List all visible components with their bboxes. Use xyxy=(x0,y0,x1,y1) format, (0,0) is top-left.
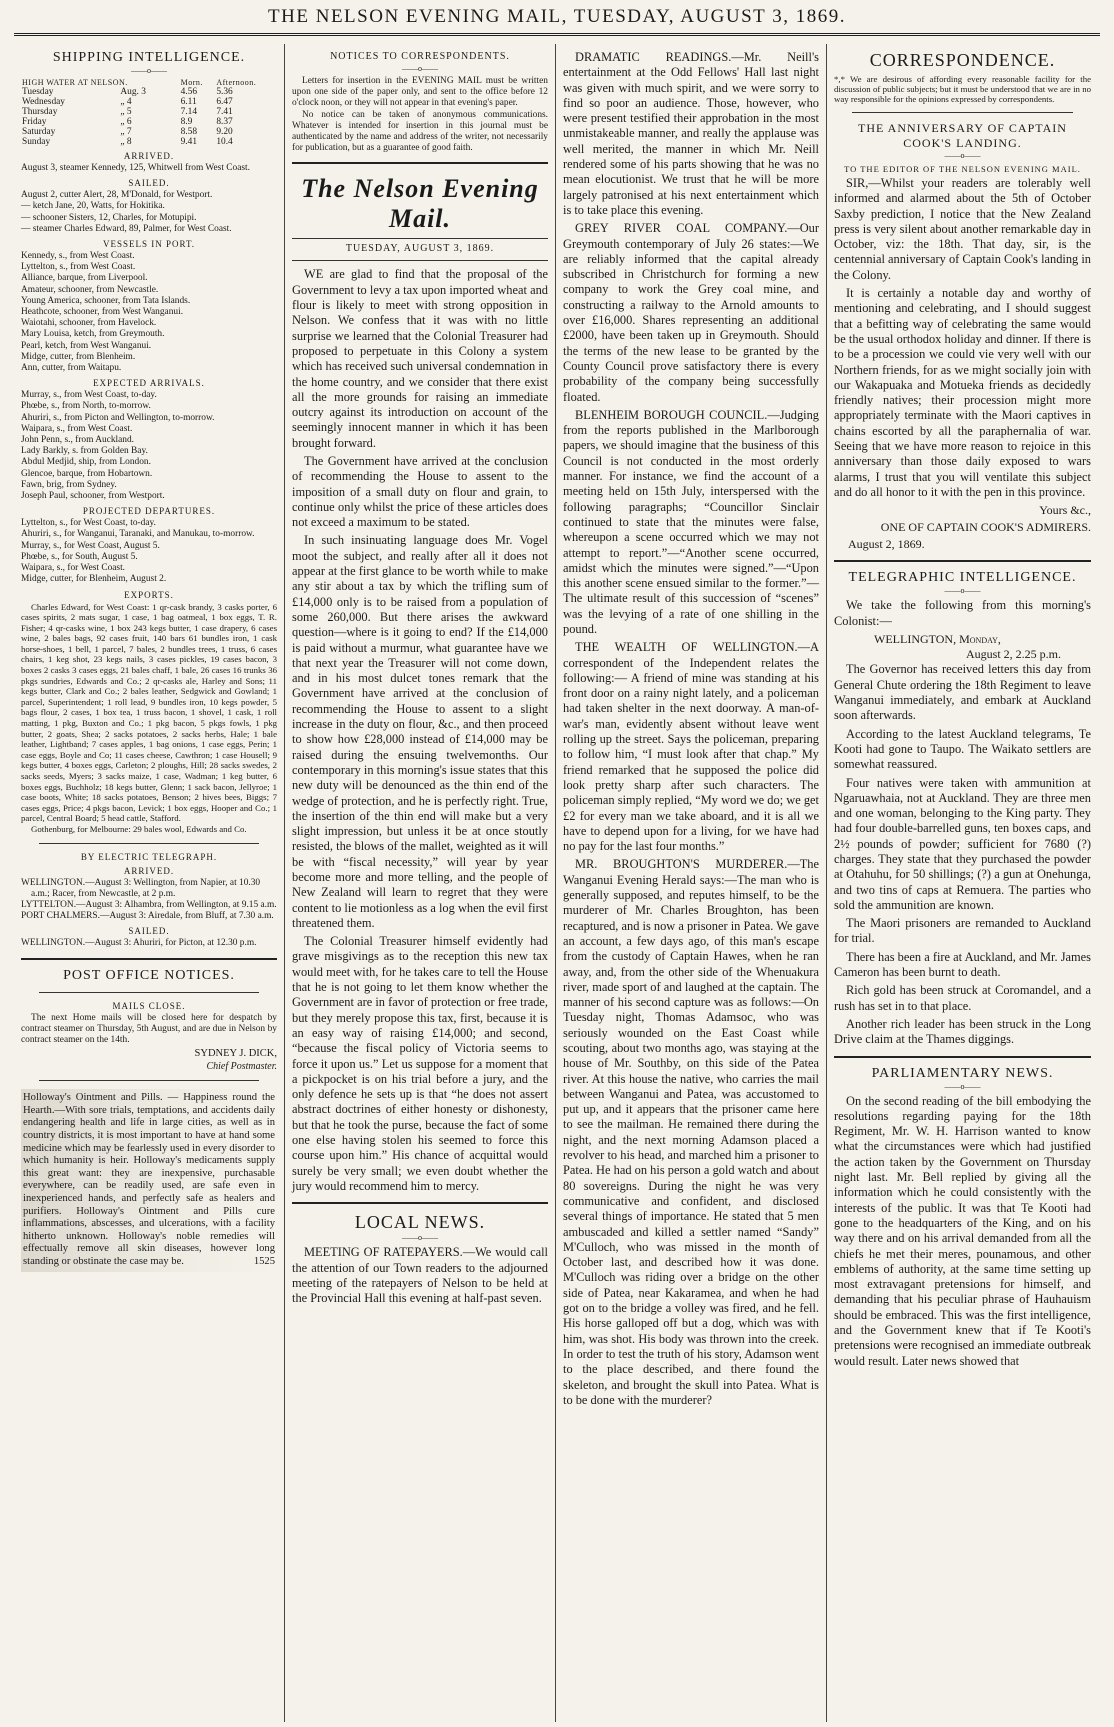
news-item-text: —Our Greymouth contemporary of July 26 states:—We are reliably informed that the capital already subscribed in Christchurch for forming a new company to work the Grey coal mine, and constructing a railway to the Arnold amounts to over £16,000. Shares representing an additional £2000, have been taken up in Greymouth. Should the terms of the new lease to be granted by the County Council prove satisfactory there is every probability of the company being successfully floated. xyxy=(563,221,819,404)
tide-date: „ 5 xyxy=(120,107,132,117)
telegraphic-news xyxy=(834,598,1091,1047)
list-item: Waipara, s., for West Coast. xyxy=(21,563,126,574)
divider xyxy=(834,1056,1091,1058)
tide-morn: 4.56 xyxy=(180,87,197,97)
divider xyxy=(39,992,259,993)
post-signature-title: Chief Postmaster. xyxy=(206,1061,277,1073)
local-news-heading: LOCAL NEWS. xyxy=(354,1212,486,1233)
telegraphic-intro: We take the following from this morning's Colonist:— xyxy=(834,598,1091,628)
divider xyxy=(292,162,548,164)
divider xyxy=(21,958,277,960)
list-item: PORT CHALMERS.—August 3: Airedale, from Bluff, at 7.30 a.m. xyxy=(21,911,274,922)
newspaper-columns xyxy=(14,44,1100,1722)
tide-date: „ 7 xyxy=(120,127,132,137)
divider xyxy=(292,238,548,239)
correspondence-heading: CORRESPONDENCE. xyxy=(869,50,1056,70)
vessels-heading: VESSELS IN PORT. xyxy=(102,239,196,250)
tide-day: Saturday xyxy=(22,127,56,137)
editorial xyxy=(292,267,548,1194)
ornament: ——o—— xyxy=(402,64,438,73)
telegraphic-item: According to the latest Auckland telegrams, Te Kooti had gone to Taupo. The Waikato settlers are somewhat reassured. xyxy=(834,726,1091,772)
list-item: Ahuriri, s., from Picton and Wellington, to-morrow. xyxy=(21,412,215,423)
news-item-title: THE WEALTH OF WELLINGTON. xyxy=(575,640,798,655)
telegraphic-item: There has been a fire at Auckland, and Mr. James Cameron has been burnt to death. xyxy=(834,949,1091,980)
list-item: Murray, s., for West Coast, August 5. xyxy=(21,540,160,551)
ornament: ——o—— xyxy=(944,1081,981,1091)
expected-list xyxy=(21,390,277,502)
list-item: Waiotahi, schooner, from Havelock. xyxy=(21,318,157,329)
tide-day: Friday xyxy=(22,117,47,127)
list-item: Fawn, brig, from Sydney. xyxy=(21,479,117,490)
tide-header-row xyxy=(21,78,277,87)
telegraphic-item: Four natives were taken with ammunition at Ngaruawhaia, not at Auckland. They are three men and one woman, belonging to the King party. They had four double-barrelled guns, ten boxes caps, and 2½ pounds of powder; sufficient for 7680 (?) charges. They state that they purchased the powder at Otahuhu, for 50 shillings; (?) a gun at Onehunga, and two tins of caps at Remuera. The parties who sold the ammunition are known. xyxy=(834,775,1091,912)
list-item: Mary Louisa, ketch, from Greymouth. xyxy=(21,329,165,340)
tide-day: Sunday xyxy=(22,137,51,147)
local-news-cont xyxy=(563,50,819,1408)
editorial-paragraph: In such insinuating language does Mr. Vogel moot the subject, and really after all it does not appear at the first glance to be worth while to make any stir about a tax by which the trifling sum of £14,000 only is to be raised from a population of some 260,000. But there arises the awkward question—where is it going to end? If the £14,000 is paid without a murmur, what guarantee have we that next year the Treasurer will not come down, and in his most dulcet tones remark that the Government have arrived at the conclusion of recommending the House to assent to a slight increase in the duty on flour, &c., and then proceed to show how £28,000 instead of £14,000 may be raised during the ensuing twelvemonths. Our contemporary in this morning's issue states that this new duty will be denounced as the thin end of the wedge of protection, and he is perfectly right. True, the insertion of the thin end will make but a very slight impression, but unless it be at once stoutly resisted, the blows of the mallet, weighted as it will be with “fiscal necessity,” will year by year become more and more telling, and the people of New Zealand will learn to regret that they were content to lie motionless as a log when the evil first threatened them. xyxy=(292,533,548,930)
ornament: ——o—— xyxy=(944,586,981,596)
projected-heading: PROJECTED DEPARTURES. xyxy=(82,506,216,517)
parliamentary-heading: PARLIAMENTARY NEWS. xyxy=(871,1065,1054,1081)
tel-arrived-list xyxy=(21,878,277,923)
parliamentary-text: On the second reading of the bill embodying the resolutions regarding paying for the 18th Regiment, Mr. W. H. Harrison wanted to know what the circumstances were which had justified the action taken by the Government on Thursday night last. Mr. Bell replied by giving all the information which he could consistently with the interests of the public. It was that Te Kooti had gone to the headquarters of the King, and on his way there and on his arrival demanded from all the chiefs he met their meres, pounamous, and other emblems of authority, at the same time setting up most extravagant pretensions for himself, and demanding that his peculiar phrase of Hauhauism should be embraced. This was the first intelligence, and the Government knew that if Te Kooti's pretensions were recognised an immediate outbreak would result. Later news showed that xyxy=(834,1093,1092,1368)
telegraph-heading: BY ELECTRIC TELEGRAPH. xyxy=(80,851,218,862)
list-item: Lady Barkly, s. from Golden Bay. xyxy=(21,446,148,457)
tide-morn: 9.41 xyxy=(180,137,197,147)
telegraphic-date: August 2, 2.25 p.m. xyxy=(965,647,1061,662)
notices-heading: NOTICES TO CORRESPONDENTS. xyxy=(330,51,510,62)
ornament: ——o—— xyxy=(131,66,167,75)
news-item-title: BLENHEIM BOROUGH COUNCIL. xyxy=(575,407,768,422)
tel-arrived-heading: ARRIVED. xyxy=(123,865,175,876)
tide-afternoon: 8.37 xyxy=(216,117,233,127)
list-item: August 3, steamer Kennedy, 125, Whitwell from West Coast. xyxy=(21,163,250,173)
list-item: Lyttelton, s., from West Coast. xyxy=(21,262,136,273)
list-item: Kennedy, s., from West Coast. xyxy=(21,251,135,262)
mails-text: The next Home mails will be closed here for despatch by contract steamer on Thursday, 5th August, and are due in Nelson by contract steamer on the 14th. xyxy=(21,1012,277,1045)
list-item: Pearl, ketch, from West Wanganui. xyxy=(21,340,152,351)
telegraphic-place: WELLINGTON, Monday, xyxy=(874,631,1001,646)
telegraphic-item: Rich gold has been struck at Coromandel, and a rush has set in to that place. xyxy=(834,983,1091,1013)
post-heading: POST OFFICE NOTICES. xyxy=(63,967,235,983)
letter-yours: Yours &c., xyxy=(1039,503,1091,518)
parliamentary-news xyxy=(834,1094,1091,1369)
tide-row xyxy=(21,97,277,107)
list-item: LYTTELTON.—August 3: Alhambra, from Wellington, at 9.15 a.m. xyxy=(21,899,277,910)
advert-text: Holloway's Ointment and Pills. — Happiness round the Hearth.—With sore trials, temptations, and accidents daily endangering health and life in large cities, as well as in country districts, it is most important to have at hand some medicine which may be fearlessly used in every disorder to which humanity is heir. Holloway's medicaments supply this great want: they are inexpensive, purchasable everywhere, can be readily used, are safe even in inexperienced hands, and perfectly safe as healers and purifiers. Holloway's Ointment and Pills cure inflammations, abscesses, and ulcerations, with a facility hitherto unknown. Holloway's noble remedies will effectually remove all skin diseases, however long standing or obstinate the case may be. xyxy=(23,1092,275,1267)
letter-paragraph: It is certainly a notable day and worthy of mentioning and celebrating, and I should suggest that a befitting way of celebrating the same would be the usual orthodox holiday and dinner. If there is to be a procession we could vie very well with our Northern friends, for as we might socially join with our Wakapuaka and Motueka friends as decidedly friendly natives; their procession might more appropriately terminate with the Maori captives in chains escorted by all the paraphernalia of war. Seeing that we have more reason to rejoice in this anniversary than those daily exposed to wars alarms, I trust that you will ventilate this subject and do all honor to it with the pen in this province. xyxy=(834,286,1091,499)
news-item-text: —Mr. Neill's entertainment at the Odd Fellows' Hall last night was given with much spirit, and we were sorry to find so poor an audience. Those, however, who were present testified their approbation in the most unmistakeable manner, and really the applause was well merited, the manner in which Mr. Neill rendered some of his parts showing that he was no mean elocutionist. We trust that he will be more largely patronised at his next entertainment which is to take place this evening. xyxy=(563,50,819,217)
dateline: TUESDAY, AUGUST 3, 1869. xyxy=(345,243,495,255)
notices-text-2: No notice can be taken of anonymous communications. Whatever is intended for insertion in this journal must be authenticated by the name and address of the writer, not necessarily for publication, but as a guarantee of good faith. xyxy=(292,109,548,154)
tide-afternoon: 10.4 xyxy=(216,137,233,147)
notices-text-1: Letters for insertion in the EVENING MAIL must be written upon one side of the paper only, and sent to the office before 12 o'clock noon, or they will not appear in that evening's paper. xyxy=(292,76,548,109)
holloway-advert xyxy=(21,1089,277,1271)
list-item: August 2, cutter Alert, 28, M'Donald, for Westport. xyxy=(21,190,213,201)
list-item: Midge, cutter, for Blenheim, August 2. xyxy=(21,574,167,585)
tide-day: Tuesday xyxy=(22,87,54,97)
exports-text: Charles Edward, for West Coast: 1 qr-cask brandy, 3 casks porter, 6 cases spirits, 2 mats sugar, 1 case, 1 bag oatmeal, 1 box eggs, T. R. Fisher; 4 qr-casks wine, 1 box 243 kegs butter, 1 case drapery, 6 cases wine, 2 bales bags, 92 cases fruit, 140 bars 61 bundles iron, 1 cask horse-shoes, 1 bell, 1 parcel, 7 bales, 2 bundles trees, 1 truss, 6 cases chairs, 1 keg shot, 23 kegs nails, 3 cases pickles, 19 cases bacon, 3 boxes 2 casks 3 cases eggs, 21 bales chaff, 1 bale, 26 cases 16 trunks 36 pkgs sundries, Edwards and Co.; 2 qr-casks ale, Harley and Sons; 11 kegs butter, Clark and Co.; 2 bales leather, Sedgwick and Gowland; 1 parcel, Superintendent; 1 roll lead, 9 bundles iron, 10 kegs powder, 5 bags flour, 2 cases, 1 box tea, 1 truss bacon, 1 shovel, 1 cask, 1 roll matting, 1 pkg, Buxton and Co.; 1 pkg bacon, 5 pkgs fowls, 1 pkg butter, 2 goats, Shea; 2 sacks potatoes, 2 sacks herbs, Hale; 1 bale leather, Lightband; 7 cases apples, 1 bag onions, 1 case eggs, Perin; 1 case eggs, Boyle and Co; 11 cases cheese, Cawthron; 1 case Housell; 9 kegs butter, 4 boxes eggs, Carleton; 2 ploughs, Hill; 28 sacks swedes, 2 sacks seeds, Myers; 3 sacks maize, 1 case, Wadman; 1 keg butter, 6 boxes eggs, Buchholz; 18 kegs butter, Glenn; 1 sack bacon, Jellyroe; 1 case boots, White; 18 sacks potatoes, Benson; 2 hives bees, Biggs; 7 cases eggs, Price; 4 pkgs bacon, Levick; 1 box eggs, Hooper and Co.; 1 parcel, Central Board; 5 head cattle, Stafford. xyxy=(21,601,277,824)
news-item-title: DRAMATIC READINGS. xyxy=(575,50,732,64)
list-item: Phœbe, s., for South, August 5. xyxy=(21,551,138,562)
ornament: ——o—— xyxy=(402,1233,438,1243)
tide-header-place: HIGH WATER AT NELSON. xyxy=(22,78,128,87)
divider xyxy=(292,1202,548,1204)
editorial-paragraph: The Colonial Treasurer himself evidently had grave misgivings as to the reception this new tax would meet with, for he takes care to tell the House that he is not going to let them know whether the Government are in favor of protection or free trade, but they merely propose this tax, first, because it is an easy way of raising £14,000; and second, “because the fiscal policy of Victoria seems to force it upon us.” Let us suppose for a moment that a pickpocket is on his trial before a jury, and the only defence he sets up is that “he does not assert abstract doctrines of either honesty or dishonesty, but that he took the purse, because the fact of some one else having stolen his seemed to force this course upon him.” His chance of acquittal would surely be very small; we even doubt whether the jury would recommend him to mercy. xyxy=(292,934,548,1193)
letter xyxy=(834,176,1091,500)
column-1 xyxy=(14,44,285,1722)
list-item: Amateur, schooner, from Newcastle. xyxy=(21,284,159,295)
tide-morn: 8.58 xyxy=(180,127,197,137)
news-item-title: GREY RIVER COAL COMPANY. xyxy=(575,221,788,236)
list-item: Glencoe, barque, from Hobartown. xyxy=(21,468,153,479)
letter-date: August 2, 1869. xyxy=(848,537,925,552)
divider xyxy=(39,843,259,844)
exports-text-2: Gothenburg, for Melbourne: 29 bales wool, Edwards and Co. xyxy=(31,823,247,834)
list-item: Phœbe, s., from North, to-morrow. xyxy=(21,401,151,412)
local-item-title: MEETING OF RATEPAYERS. xyxy=(304,1245,463,1260)
tide-table xyxy=(21,78,277,147)
list-item: Young America, schooner, from Tata Islands. xyxy=(21,295,191,306)
column-2 xyxy=(285,44,556,1722)
list-item: — steamer Charles Edward, 89, Palmer, for West Coast. xyxy=(21,223,232,234)
tide-row xyxy=(21,107,277,117)
list-item: Abdul Medjid, ship, from London. xyxy=(21,457,151,468)
tide-afternoon: 7.41 xyxy=(216,107,233,117)
news-item-text: —Judging from the reports published in the Marlborough papers, we should imagine that the business of this Council is not conducted in the most orderly manner. For instance, we find the account of a meeting held on 15th July, interspersed with the following paragraphs; “Councillor Sinclair continued to state that the minutes were false, whereupon a scene occurred which we may not attempt to report.”—“Another scene occurred, amidst which the minutes were signed.”—“Upon this another scene ensued similar to the former.”—The ultimate result of this succession of “scenes” was the levying of a rate of one shilling in the pound. xyxy=(563,407,819,636)
list-item: — schooner Sisters, 12, Charles, for Motupipi. xyxy=(21,212,197,223)
expected-heading: EXPECTED ARRIVALS. xyxy=(93,378,205,389)
correspondence-note: *,* We are desirous of affording every reasonable facility for the discussion of public subjects; but it must be understood that we are in no way responsible for the opinions expressed by correspondents. xyxy=(834,74,1091,104)
arrived-heading: ARRIVED. xyxy=(123,151,175,161)
list-item: Ann, cutter, from Waitapu. xyxy=(21,363,122,374)
tide-header-morn: Morn. xyxy=(180,78,203,87)
news-item-title: MR. BROUGHTON'S MURDERER. xyxy=(575,857,788,872)
list-item: Murray, s., from West Coast, to-day. xyxy=(21,390,157,401)
tide-row xyxy=(21,137,277,147)
letter-paragraph: SIR,—Whilst your readers are tolerably well informed and alarmed about the 5th of October Saxby prediction, I notice that the New Zealand press is very silent about another remarkable day in October, viz: the 18th. That day, sir, is the centennial anniversary of Captain Cook's landing in the Colony. xyxy=(834,176,1091,282)
list-item: Waipara, s., from West Coast. xyxy=(21,423,133,434)
ornament: ——o—— xyxy=(944,151,981,160)
tide-row xyxy=(21,127,277,137)
local-item-text: —We would call the attention of our Town readers to the adjourned meeting of the ratepayers of Nelson to be held at the Provincial Hall this evening at half-past seven. xyxy=(292,1245,548,1306)
tide-day: Thursday xyxy=(22,107,58,117)
divider xyxy=(834,560,1091,562)
divider xyxy=(292,260,548,261)
local-news xyxy=(292,1245,548,1306)
telegraphic-item: The Governor has received letters this day from General Chute ordering the 18th Regiment to leave Wanganui immediately, and embark at Auckland soon afterwards. xyxy=(834,662,1091,723)
tide-header-afternoon: Afternoon. xyxy=(216,78,257,87)
tide-date: „ 8 xyxy=(120,137,132,147)
list-item: Ahuriri, s., for Wanganui, Taranaki, and Manukau, to-morrow. xyxy=(21,529,255,540)
list-item: Midge, cutter, from Blenheim. xyxy=(21,351,136,362)
list-item: WELLINGTON.—August 3: Ahuriri, for Picton, at 12.30 p.m. xyxy=(21,938,257,949)
list-item: Lyttelton, s., for West Coast, to-day. xyxy=(21,518,156,529)
list-item: Heathcote, schooner, from West Wanganui. xyxy=(21,307,184,318)
news-item-text: —A correspondent of the Independent relates the following:— A friend of mine was standing at his front door on a rainy night lately, and a policeman had taken shelter in the next doorway. A man-of-war's man, evidently absent without leave went rolling up the street. Says the policeman, preparing to follow him, “I must look after that chap.” My friend remarked that he supposed the police did look pretty sharp after such characters. The policeman simply replied, “My word we do; we get £2 for every man we take aboard, and it is all we have to depend upon for a living, for we have had no pay for the last four months.” xyxy=(563,640,819,854)
masthead: THE NELSON EVENING MAIL, TUESDAY, AUGUST 3, 1869. xyxy=(14,6,1100,36)
telegraphic-item: Another rich leader has been struck in the Long Drive claim at the Thames diggings. xyxy=(834,1016,1091,1047)
tide-date: Aug. 3 xyxy=(120,87,146,97)
sailed-heading: SAILED. xyxy=(128,178,170,189)
list-item: — ketch Jane, 20, Watts, for Hokitika. xyxy=(21,201,165,212)
editorial-paragraph: WE are glad to find that the proposal of the Government to levy a tax upon imported wheat and flour is likely to meet with strong opposition in Nelson. We confess that it was with no little surprise we learned that the Colonial Treasurer had proposed to perpetuate in this Colony a system which has received such universal condemnation in the home country, and we consider that there exist all the more grounds for raising an immediate outcry against its introduction on account of the seemingly innocent manner in which it has been brought forward. xyxy=(292,267,548,450)
tide-afternoon: 6.47 xyxy=(216,97,233,107)
vessels-list xyxy=(21,251,277,374)
cook-heading: THE ANNIVERSARY OF CAPTAIN COOK'S LANDING. xyxy=(858,121,1067,150)
exports-heading: EXPORTS. xyxy=(124,589,174,600)
tide-date: „ 4 xyxy=(120,97,132,107)
list-item: Alliance, barque, from Liverpool. xyxy=(21,273,148,284)
nameplate: The Nelson Evening Mail. xyxy=(301,174,539,234)
telegraphic-item: The Maori prisoners are remanded to Auckland for trial. xyxy=(834,916,1091,946)
list-item: WELLINGTON.—August 3: Wellington, from Napier, at 10.30 a.m.; Racer, from Newcastle, at 2 p.m. xyxy=(21,877,261,899)
tide-date: „ 6 xyxy=(120,117,132,127)
tel-sailed-list xyxy=(21,938,277,949)
divider xyxy=(39,1080,259,1081)
tide-afternoon: 9.20 xyxy=(216,127,233,137)
mails-heading: MAILS CLOSE. xyxy=(112,1000,186,1011)
news-item-text: —The Wanganui Evening Herald says:—The man who is generally supposed, and reputes himself, to be the murderer of Mr. Charles Broughton, has been recaptured, and is now a prisoner in Patea. We gave an account, a few days ago, of this man's escape from the custody of Captain Hawes, when he ran away, and, from the other side of the Whenuakura river, made sport of and laughed at the captain. The manner of his second capture was as follows:—On Tuesday night, Thomas Adamsoc, who was seriously wounded on the East Coast while scouting, about two months ago, was staying at the house of Mr. Southby, on this side of the Patea river. At this house the native, who carries the mail between Wanganui and Patea, was accustomed to put up, and it appears that the prisoner came here to see the mailman. He remained there during the night, and the next morning Adamson placed a revolver to his head, and marched him a prisoner to Patea. He had on his person a gold watch and about 80 sovereigns. During the night he was very communicative and confident, and disclosed several things of importance. He stated that 5 men ambuscaded and killed a settler named “Sandy” M'Culloch, who was missed in the month of October last, and described how it was done. M'Culloch was riding over a bridge on the other side of Patea, near Kakaramea, and when he had got on to the bridge a volley was fired, and he fell. His horse galloped off but a dog, which was with him, was shot. His body was thrown into the creek. In order to test the truth of his story, Adamson went to the place described, and there found the skeleton, and brought the skull into Patea. What is to be done with the murderer? xyxy=(563,857,819,1407)
list-item: John Penn, s., from Auckland. xyxy=(21,435,135,446)
column-3 xyxy=(556,44,827,1722)
letter-signature: ONE OF CAPTAIN COOK'S ADMIRERS. xyxy=(880,520,1091,535)
tide-row xyxy=(21,87,277,97)
tide-row xyxy=(21,117,277,127)
tide-morn: 7.14 xyxy=(180,107,197,117)
shipping-heading: SHIPPING INTELLIGENCE. xyxy=(52,50,246,65)
tel-sailed-heading: SAILED. xyxy=(128,926,170,937)
tide-afternoon: 5.36 xyxy=(216,87,233,97)
tide-morn: 8.9 xyxy=(180,117,193,127)
post-signature-name: SYDNEY J. DICK, xyxy=(194,1048,277,1060)
column-4 xyxy=(827,44,1098,1722)
editorial-paragraph: The Government have arrived at the conclusion of recommending the House to assent to the imposition of a small duty on flour and grain, to continue only whilst the price of these articles does not exceed a maximum to be stated. xyxy=(292,453,548,530)
arrived-list xyxy=(21,163,277,174)
divider xyxy=(852,112,1073,113)
tide-morn: 6.11 xyxy=(180,97,197,107)
list-item: Joseph Paul, schooner, from Westport. xyxy=(21,491,165,502)
projected-list xyxy=(21,518,277,585)
sailed-list xyxy=(21,190,277,235)
telegraphic-heading: TELEGRAPHIC INTELLIGENCE. xyxy=(848,570,1077,586)
advert-number: 1525 xyxy=(253,1255,275,1267)
to-editor: TO THE EDITOR OF THE NELSON EVENING MAIL. xyxy=(844,164,1081,174)
tide-day: Wednesday xyxy=(22,97,65,107)
